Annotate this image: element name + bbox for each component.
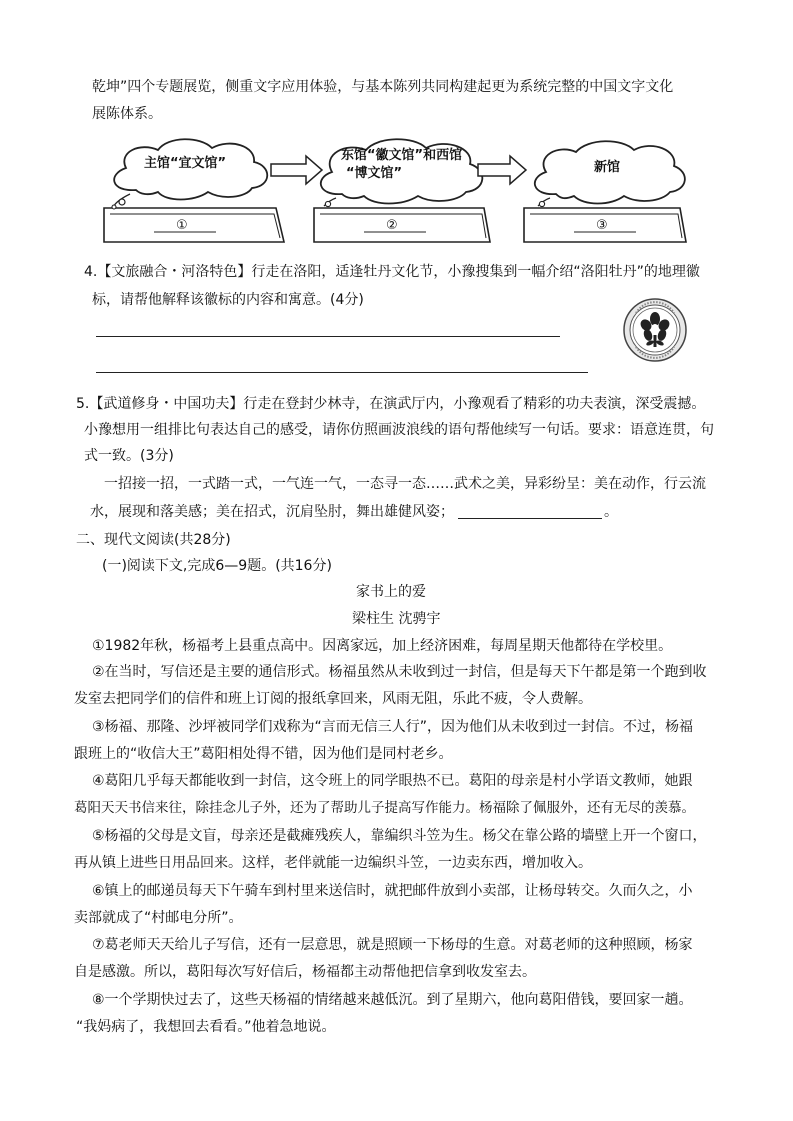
q5-example-line-1: 一招接一招，一式踏一式，一气连一气，一态寻一态……武术之美，异彩纷呈：美在动作，行云流 <box>104 476 706 492</box>
luoyang-peony-emblem <box>622 297 688 363</box>
paragraph-1: ①1982年秋，杨福考上县重点高中。因离家远，加上经济困难，每周星期天他都待在学校里。 <box>92 638 673 654</box>
q5-period: 。 <box>604 504 618 520</box>
hall-2-label-line2: “博文馆” <box>346 166 403 181</box>
intro-line-1: 乾坤”四个专题展览，侧重文字应用体验，与基本陈列共同构建起更为系统完整的中国文字文化 <box>92 79 674 95</box>
paragraph-6-line-1: ⑥镇上的邮递员每天下午骑车到村里来送信时，就把邮件放到小卖部，让杨母转交。久而久之，小 <box>92 883 693 899</box>
paragraph-2-line-1: ②在当时，写信还是主要的通信形式。杨福虽然从未收到过一封信，但是每天下午都是第一个跑到收 <box>92 664 707 680</box>
hall-3-label: 新馆 <box>594 160 621 175</box>
paragraph-4-line-1: ④葛阳几乎每天都能收到一封信，这令班上的同学眼热不已。葛阳的母亲是村小学语文教师，她跟 <box>92 773 693 789</box>
paragraph-5-line-2: 再从镇上进些日用品回来。这样，老伴就能一边编织斗笠，一边卖东西，增加收入。 <box>74 855 592 871</box>
q5-line-1: 5.【武道修身・中国功夫】行走在登封少林寺，在演武厅内，小豫观看了精彩的功夫表演，深受震撼。 <box>76 396 706 412</box>
section-2-heading: 二、现代文阅读(共28分) <box>76 532 231 548</box>
paragraph-8-line-1: ⑧一个学期快过去了，这些天杨福的情绪越来越低沉。到了星期六，他向葛阳借钱，要回家一趟。 <box>92 992 693 1008</box>
q5-line-2: 小豫想用一组排比句表达自己的感受，请你仿照画波浪线的语句帮他续写一句话。要求：语意连贯，句 <box>84 422 714 438</box>
q4-line-1: 4.【文旅融合・河洛特色】行走在洛阳，适逢牡丹文化节，小豫搜集到一幅介绍“洛阳牡丹”的地理徽 <box>84 264 700 280</box>
article-title: 家书上的爱 <box>356 584 426 600</box>
exhibition-flow-diagram <box>96 134 696 252</box>
q5-example-line-2: 水，展现和落美感；美在招式，沉肩坠肘，舞出雄健风姿； <box>90 504 454 520</box>
paragraph-6-line-2: 卖部就成了“村邮电分所”。 <box>74 910 243 926</box>
hall-1-blank: ① <box>176 218 188 233</box>
arrow-1-icon <box>271 156 322 184</box>
paragraph-2-line-2: 发室去把同学们的信件和班上订阅的报纸拿回来，风雨无阻，乐此不疲，令人费解。 <box>74 691 592 707</box>
q5-line-3: 式一致。(3分) <box>84 448 174 464</box>
paragraph-8-line-2: “我妈病了，我想回去看看。”他着急地说。 <box>76 1019 336 1035</box>
hall-1-label: 主馆“宜文馆” <box>144 156 227 171</box>
q5-answer-blank[interactable] <box>458 518 602 519</box>
hall-2-label-line1: 东馆“徽文馆”和西馆 <box>341 148 463 163</box>
paragraph-3-line-1: ③杨福、那隆、沙坪被同学们戏称为“言而无信三人行”，因为他们从未收到过一封信。不过，杨福 <box>92 719 694 735</box>
paragraph-5-line-1: ⑤杨福的父母是文盲，母亲还是截瘫残疾人，靠编织斗笠为生。杨父在靠公路的墙壁上开一个窗口， <box>92 828 707 844</box>
arrow-2-icon <box>478 156 526 184</box>
section-2-subheading: (一)阅读下文,完成6—9题。(共16分) <box>102 558 332 574</box>
intro-line-2: 展陈体系。 <box>92 106 162 122</box>
peony-emblem-icon <box>622 297 688 363</box>
paragraph-4-line-2: 葛阳天天书信来往，除挂念儿子外，还为了帮助儿子提高写作能力。杨福除了佩服外，还有无尽的羡慕。 <box>74 800 695 816</box>
q4-answer-line-1[interactable] <box>96 336 560 337</box>
paragraph-3-line-2: 跟班上的“收信大王”葛阳相处得不错，因为他们是同村老乡。 <box>74 746 453 762</box>
paragraph-7-line-2: 自是感激。所以，葛阳每次写好信后，杨福都主动帮他把信拿到收发室去。 <box>74 964 536 980</box>
hall-3-blank: ③ <box>596 218 608 233</box>
paragraph-7-line-1: ⑦葛老师天天给儿子写信，还有一层意思，就是照顾一下杨母的生意。对葛老师的这种照顾，杨家 <box>92 937 693 953</box>
q4-line-2: 标，请帮他解释该徽标的内容和寓意。(4分) <box>92 292 364 308</box>
q4-answer-line-2[interactable] <box>96 372 588 373</box>
article-authors: 梁柱生 沈骋宇 <box>352 611 441 627</box>
hall-2-blank: ② <box>386 218 398 233</box>
